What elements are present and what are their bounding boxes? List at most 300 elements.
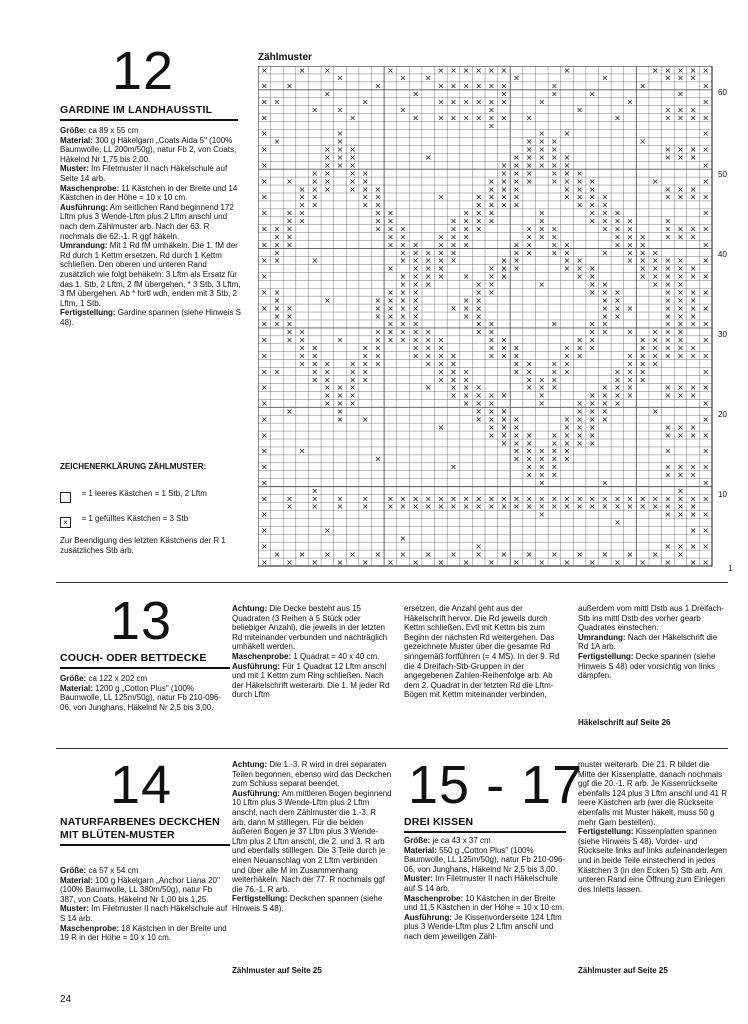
filled-cell-mark: × xyxy=(273,295,281,305)
filled-cell-mark: × xyxy=(626,391,634,401)
filled-cell-mark: × xyxy=(702,208,710,218)
filled-cell-mark: × xyxy=(374,351,382,361)
filled-cell-mark: × xyxy=(336,383,344,393)
paragraph xyxy=(232,652,392,662)
filled-cell-mark: × xyxy=(525,224,533,234)
filled-cell-mark: × xyxy=(286,232,293,242)
filled-cell-mark: × xyxy=(702,81,710,91)
filled-cell-mark: × xyxy=(689,295,697,305)
filled-cell-mark: × xyxy=(626,549,634,559)
filled-cell-mark: × xyxy=(374,454,382,464)
filled-cell-mark: × xyxy=(273,367,281,377)
filled-cell-mark: × xyxy=(702,335,710,345)
filled-cell-mark: × xyxy=(462,383,470,393)
filled-cell-mark: × xyxy=(349,168,356,178)
filled-cell-mark: × xyxy=(424,327,432,337)
filled-cell-mark: × xyxy=(664,335,672,345)
row-label-20: 20 xyxy=(718,410,727,419)
filled-cell-mark: × xyxy=(626,303,634,313)
paragraph-label: Achtung: xyxy=(232,604,268,613)
filled-cell-mark: × xyxy=(487,407,495,417)
filled-cell-mark: × xyxy=(500,343,508,353)
paragraph-label: Muster: xyxy=(60,904,89,914)
filled-cell-mark: × xyxy=(513,73,520,83)
filled-cell-mark: × xyxy=(677,391,684,401)
paragraph-label: Muster: xyxy=(404,874,433,884)
paragraph-text: 100 g Häkelgarn „Anchor Liana 20" (100% Baumwolle, LL 380m/50g), natur Fb 387, von Coats, Häkelnd Nr 1,00 bis 1,25. xyxy=(60,875,220,904)
filled-cell-mark: × xyxy=(437,367,445,377)
paragraph-label: Material: xyxy=(60,875,93,885)
filled-cell-mark: × xyxy=(361,184,369,194)
filled-cell-mark: × xyxy=(677,430,684,440)
page-number: 24 xyxy=(60,994,72,1005)
filled-cell-mark: × xyxy=(412,272,419,282)
section-14-col2 xyxy=(232,760,392,914)
filled-cell-mark: × xyxy=(500,430,508,440)
filled-cell-mark: × xyxy=(576,549,583,559)
filled-cell-mark: × xyxy=(538,502,546,512)
filled-cell-mark: × xyxy=(525,383,533,393)
filled-cell-mark: × xyxy=(601,407,609,417)
filled-cell-mark: × xyxy=(538,478,546,488)
filled-cell-mark: × xyxy=(551,248,558,258)
filled-cell-mark: × xyxy=(475,494,483,504)
filled-cell-mark: × xyxy=(336,105,344,115)
paragraph-text: je ca 43 x 37 cm xyxy=(430,836,491,845)
filled-cell-mark: × xyxy=(626,367,634,377)
filled-cell-mark: × xyxy=(462,502,470,512)
filled-cell-mark: × xyxy=(702,399,710,409)
filled-cell-mark: × xyxy=(626,359,634,369)
filled-cell-mark: × xyxy=(374,549,382,559)
filled-cell-mark: × xyxy=(664,383,672,393)
section-15-17-text xyxy=(404,836,566,942)
filled-cell-mark: × xyxy=(651,256,659,266)
filled-cell-mark: × xyxy=(298,200,306,210)
filled-cell-mark: × xyxy=(260,66,268,75)
filled-cell-mark: × xyxy=(639,272,646,282)
filled-cell-mark: × xyxy=(260,256,268,266)
filled-cell-mark: × xyxy=(273,137,281,147)
section-13-col3 xyxy=(404,604,566,700)
chart-title: Zählmuster xyxy=(258,52,312,63)
filled-cell-mark: × xyxy=(399,280,407,290)
filled-cell-mark: × xyxy=(349,113,356,123)
filled-cell-mark: × xyxy=(664,430,672,440)
filled-cell-mark: × xyxy=(500,89,508,99)
filled-cell-mark: × xyxy=(487,66,495,75)
filled-cell-mark: × xyxy=(664,311,672,321)
filled-cell-mark: × xyxy=(475,414,483,424)
filled-cell-mark: × xyxy=(588,200,596,210)
filled-square-icon: × xyxy=(60,517,71,528)
paragraph-label: Umrandung: xyxy=(578,632,626,642)
filled-cell-mark: × xyxy=(412,303,419,313)
filled-cell-mark: × xyxy=(399,240,407,250)
filled-cell-mark: × xyxy=(487,327,495,337)
filled-cell-mark: × xyxy=(361,375,369,385)
filled-cell-mark: × xyxy=(664,272,672,282)
filled-cell-mark: × xyxy=(702,494,710,504)
filled-cell-mark: × xyxy=(664,557,672,567)
filled-cell-mark: × xyxy=(462,557,470,567)
filled-cell-mark: × xyxy=(689,113,697,123)
filled-cell-mark: × xyxy=(677,264,684,274)
filled-cell-mark: × xyxy=(500,494,508,504)
filled-cell-mark: × xyxy=(513,359,520,369)
filled-cell-mark: × xyxy=(450,375,457,385)
paragraph-text: Im Filetmuster II nach Häkelschule auf Seite 14 arb. xyxy=(60,164,228,183)
filled-cell-mark: × xyxy=(702,272,710,282)
filled-cell-mark: × xyxy=(475,295,483,305)
filled-cell-mark: × xyxy=(664,295,672,305)
filled-cell-mark: × xyxy=(601,391,609,401)
filled-cell-mark: × xyxy=(399,502,407,512)
filled-cell-mark: × xyxy=(387,66,394,75)
filled-cell-mark: × xyxy=(349,399,356,409)
filled-cell-mark: × xyxy=(513,343,520,353)
filled-cell-mark: × xyxy=(689,73,697,83)
filled-cell-mark: × xyxy=(475,541,483,551)
filled-cell-mark: × xyxy=(614,518,621,528)
filled-cell-mark: × xyxy=(462,272,470,282)
filled-cell-mark: × xyxy=(651,343,659,353)
paragraph xyxy=(60,164,242,183)
filled-cell-mark: × xyxy=(639,502,646,512)
section-15-17-title: DREI KISSEN xyxy=(404,816,566,833)
paragraph-label: Ausführung: xyxy=(232,661,280,671)
filled-cell-mark: × xyxy=(601,399,609,409)
filled-cell-mark: × xyxy=(450,351,457,361)
filled-cell-mark: × xyxy=(677,153,684,163)
filled-cell-mark: × xyxy=(664,446,672,456)
filled-cell-mark: × xyxy=(563,367,571,377)
filled-cell-mark: × xyxy=(588,557,596,567)
filled-cell-mark: × xyxy=(361,359,369,369)
filled-cell-mark: × xyxy=(336,153,344,163)
paragraph-label: Ausführung: xyxy=(60,202,108,212)
filled-cell-mark: × xyxy=(260,462,268,472)
filled-cell-mark: × xyxy=(614,208,621,218)
filled-cell-mark: × xyxy=(664,462,672,472)
filled-cell-mark: × xyxy=(311,351,319,361)
filled-cell-mark: × xyxy=(399,494,407,504)
filled-cell-mark: × xyxy=(664,287,672,297)
filled-cell-mark: × xyxy=(349,145,356,155)
filled-cell-mark: × xyxy=(614,502,621,512)
filled-cell-mark: × xyxy=(399,73,407,83)
paragraph xyxy=(578,652,728,681)
filled-cell-mark: × xyxy=(588,407,596,417)
paragraph-label: Größe: xyxy=(60,866,87,875)
filled-cell-mark: × xyxy=(588,399,596,409)
filled-cell-mark: × xyxy=(702,557,710,567)
filled-cell-mark: × xyxy=(475,200,483,210)
filled-cell-mark: × xyxy=(437,502,445,512)
filled-cell-mark: × xyxy=(664,73,672,83)
filled-cell-mark: × xyxy=(601,414,609,424)
filled-cell-mark: × xyxy=(538,494,546,504)
filled-cell-mark: × xyxy=(311,557,319,567)
filled-cell-mark: × xyxy=(677,311,684,321)
filled-cell-mark: × xyxy=(260,414,268,424)
paragraph-label: Material: xyxy=(60,135,93,145)
filled-cell-mark: × xyxy=(601,494,609,504)
filled-cell-mark: × xyxy=(551,446,558,456)
filled-cell-mark: × xyxy=(450,81,457,91)
filled-cell-mark: × xyxy=(576,351,583,361)
filled-cell-mark: × xyxy=(563,454,571,464)
filled-cell-mark: × xyxy=(311,176,319,186)
filled-cell-mark: × xyxy=(664,66,672,75)
paragraph-label: Fertigstellung: xyxy=(60,308,116,318)
filled-cell-mark: × xyxy=(702,240,710,250)
filled-cell-mark: × xyxy=(424,335,432,345)
filled-cell-mark: × xyxy=(424,343,432,353)
filled-cell-mark: × xyxy=(588,335,596,345)
filled-cell-mark: × xyxy=(576,176,583,186)
filled-cell-mark: × xyxy=(677,256,684,266)
legend-note: Zur Beendigung des letzten Kästchens der R 1 zusätzliches Stb arb. xyxy=(60,536,226,555)
filled-cell-mark: × xyxy=(689,462,697,472)
filled-cell-mark: × xyxy=(399,311,407,321)
filled-cell-mark: × xyxy=(551,367,558,377)
filled-cell-mark: × xyxy=(412,248,419,258)
filled-cell-mark: × xyxy=(563,176,571,186)
filled-cell-mark: × xyxy=(601,224,609,234)
filled-cell-mark: × xyxy=(538,462,546,472)
filled-cell-mark: × xyxy=(500,502,508,512)
paragraph-label: Achtung: xyxy=(232,760,268,769)
paragraph-text: ca 57 x 54 cm xyxy=(86,866,139,875)
filled-cell-mark: × xyxy=(702,224,710,234)
filled-cell-mark: × xyxy=(614,295,621,305)
section-13-col2 xyxy=(232,604,392,700)
filled-cell-mark: × xyxy=(260,383,268,393)
filled-cell-mark: × xyxy=(626,240,634,250)
filled-cell-mark: × xyxy=(664,192,672,202)
filled-cell-mark: × xyxy=(677,502,684,512)
paragraph-label: Umrandung: xyxy=(60,241,108,251)
paragraph-label: Maschenprobe: xyxy=(232,651,292,661)
filled-cell-mark: × xyxy=(664,224,672,234)
filled-cell-mark: × xyxy=(677,343,684,353)
filled-cell-mark: × xyxy=(626,502,634,512)
filled-cell-mark: × xyxy=(500,113,508,123)
filled-cell-mark: × xyxy=(588,494,596,504)
filled-cell-mark: × xyxy=(677,486,684,496)
filled-cell-mark: × xyxy=(664,280,672,290)
filled-cell-mark: × xyxy=(551,240,558,250)
filled-cell-mark: × xyxy=(513,256,520,266)
filled-cell-mark: × xyxy=(487,121,495,131)
filled-cell-mark: × xyxy=(273,311,281,321)
filled-cell-mark: × xyxy=(689,557,697,567)
filled-cell-mark: × xyxy=(664,510,672,520)
filled-cell-mark: × xyxy=(689,343,697,353)
filled-cell-mark: × xyxy=(563,184,571,194)
filled-cell-mark: × xyxy=(412,557,419,567)
filled-cell-mark: × xyxy=(412,240,419,250)
filled-cell-mark: × xyxy=(563,256,571,266)
filled-cell-mark: × xyxy=(525,502,533,512)
filled-cell-mark: × xyxy=(626,256,634,266)
filled-cell-mark: × xyxy=(475,66,483,75)
filled-cell-mark: × xyxy=(664,303,672,313)
paragraph-label: Ausführung: xyxy=(232,788,280,798)
filled-cell-mark: × xyxy=(513,422,520,432)
filled-cell-mark: × xyxy=(702,526,710,536)
filled-cell-mark: × xyxy=(538,153,546,163)
filled-cell-mark: × xyxy=(324,399,331,409)
filled-cell-mark: × xyxy=(702,145,710,155)
filled-cell-mark: × xyxy=(298,327,306,337)
paragraph xyxy=(60,684,230,713)
filled-cell-mark: × xyxy=(702,66,710,75)
filled-cell-mark: × xyxy=(677,383,684,393)
filled-cell-mark: × xyxy=(336,335,344,345)
filled-cell-mark: × xyxy=(551,89,558,99)
filled-cell-mark: × xyxy=(525,438,533,448)
paragraph xyxy=(404,894,566,913)
filled-cell-mark: × xyxy=(639,264,646,274)
filled-cell-mark: × xyxy=(614,303,621,313)
paragraph-text: Kissenplatten spannen (siehe Hinweis S 48). Vorder- und Rückseite links auf links aufeinanderlegen und in beide Teile einstechend in jedes Kästchen 3 (in den Ecken 5) Stb arb. Am unteren Rand eine Öffnung zum Einlegen des Inletts lassen. xyxy=(578,827,727,894)
filled-cell-mark: × xyxy=(450,359,457,369)
filled-cell-mark: × xyxy=(336,399,344,409)
filled-cell-mark: × xyxy=(311,375,319,385)
filled-cell-mark: × xyxy=(513,502,520,512)
filled-cell-mark: × xyxy=(324,295,331,305)
filled-cell-mark: × xyxy=(487,200,495,210)
filled-cell-mark: × xyxy=(437,66,445,75)
filled-cell-mark: × xyxy=(538,510,546,520)
row-label-30: 30 xyxy=(718,330,727,339)
filled-cell-mark: × xyxy=(260,287,268,297)
filled-cell-mark: × xyxy=(689,422,697,432)
section-divider xyxy=(56,748,728,749)
filled-cell-mark: × xyxy=(412,311,419,321)
filled-cell-mark: × xyxy=(286,224,293,234)
filled-cell-mark: × xyxy=(601,192,609,202)
filled-cell-mark: × xyxy=(702,430,710,440)
filled-cell-mark: × xyxy=(361,343,369,353)
filled-cell-mark: × xyxy=(588,327,596,337)
filled-cell-mark: × xyxy=(487,216,495,226)
filled-cell-mark: × xyxy=(601,303,609,313)
filled-cell-mark: × xyxy=(664,470,672,480)
filled-cell-mark: × xyxy=(475,311,483,321)
filled-cell-mark: × xyxy=(677,470,684,480)
filled-cell-mark: × xyxy=(475,319,483,329)
filled-cell-mark: × xyxy=(487,272,495,282)
filled-cell-mark: × xyxy=(450,462,457,472)
filled-cell-mark: × xyxy=(475,224,483,234)
filled-cell-mark: × xyxy=(260,494,268,504)
filled-cell-mark: × xyxy=(462,399,470,409)
filled-cell-mark: × xyxy=(651,327,659,337)
filled-cell-mark: × xyxy=(639,343,646,353)
filled-cell-mark: × xyxy=(424,359,432,369)
filled-cell-mark: × xyxy=(412,287,419,297)
filled-cell-mark: × xyxy=(689,311,697,321)
filled-cell-mark: × xyxy=(412,264,419,274)
filled-cell-mark: × xyxy=(424,494,432,504)
filet-chart-grid xyxy=(258,66,726,572)
paragraph-text: Im Filetmuster II nach Häkelschule auf S 14 arb. xyxy=(404,874,558,893)
section-divider xyxy=(56,582,728,583)
filled-cell-mark: × xyxy=(576,422,583,432)
filled-cell-mark: × xyxy=(551,168,558,178)
filled-cell-mark: × xyxy=(551,383,558,393)
filled-cell-mark: × xyxy=(399,232,407,242)
filled-cell-mark: × xyxy=(487,81,495,91)
filled-cell-mark: × xyxy=(336,391,344,401)
filled-cell-mark: × xyxy=(311,502,319,512)
filled-cell-mark: × xyxy=(324,145,331,155)
paragraph-text: Decke spannen (siehe Hinweis S 48) oder vorsichtig von links dämpfen. xyxy=(578,651,716,681)
filled-cell-mark: × xyxy=(513,367,520,377)
filled-cell-mark: × xyxy=(563,343,571,353)
filled-cell-mark: × xyxy=(298,208,306,218)
filled-cell-mark: × xyxy=(336,73,344,83)
filled-cell-mark: × xyxy=(651,494,659,504)
filled-cell-mark: × xyxy=(677,89,684,99)
filled-cell-mark: × xyxy=(487,208,495,218)
paragraph-text: ca 122 x 202 cm xyxy=(86,674,148,683)
filled-cell-mark: × xyxy=(563,248,571,258)
filled-cell-mark: × xyxy=(475,287,483,297)
filled-cell-mark: × xyxy=(324,367,331,377)
filled-cell-mark: × xyxy=(664,351,672,361)
filled-cell-mark: × xyxy=(487,97,495,107)
filled-cell-mark: × xyxy=(677,295,684,305)
filled-cell-mark: × xyxy=(487,176,495,186)
filled-cell-mark: × xyxy=(513,454,520,464)
filled-cell-mark: × xyxy=(374,208,382,218)
filled-cell-mark: × xyxy=(500,256,508,266)
filled-cell-mark: × xyxy=(311,359,319,369)
filled-cell-mark: × xyxy=(576,168,583,178)
filled-cell-mark: × xyxy=(702,319,710,329)
filled-cell-mark: × xyxy=(487,319,495,329)
filled-cell-mark: × xyxy=(462,232,470,242)
filled-cell-mark: × xyxy=(412,494,419,504)
filled-cell-mark: × xyxy=(387,287,394,297)
filled-cell-mark: × xyxy=(399,295,407,305)
filled-cell-mark: × xyxy=(374,335,382,345)
filled-cell-mark: × xyxy=(437,422,445,432)
filled-cell-mark: × xyxy=(399,319,407,329)
paragraph xyxy=(232,662,392,700)
filled-cell-mark: × xyxy=(487,105,495,115)
paragraph-label: Maschenprobe: xyxy=(60,183,120,193)
filled-cell-mark: × xyxy=(664,256,672,266)
filled-cell-mark: × xyxy=(651,335,659,345)
filled-cell-mark: × xyxy=(374,359,382,369)
filled-cell-mark: × xyxy=(260,430,268,440)
paragraph xyxy=(578,760,728,827)
filled-cell-mark: × xyxy=(475,303,483,313)
filled-cell-mark: × xyxy=(588,89,596,99)
filled-cell-mark: × xyxy=(349,184,356,194)
filled-cell-mark: × xyxy=(525,232,533,242)
filled-cell-mark: × xyxy=(437,256,445,266)
filled-cell-mark: × xyxy=(702,256,710,266)
filled-cell-mark: × xyxy=(563,168,571,178)
filled-cell-mark: × xyxy=(639,240,646,250)
filled-cell-mark: × xyxy=(399,256,407,266)
